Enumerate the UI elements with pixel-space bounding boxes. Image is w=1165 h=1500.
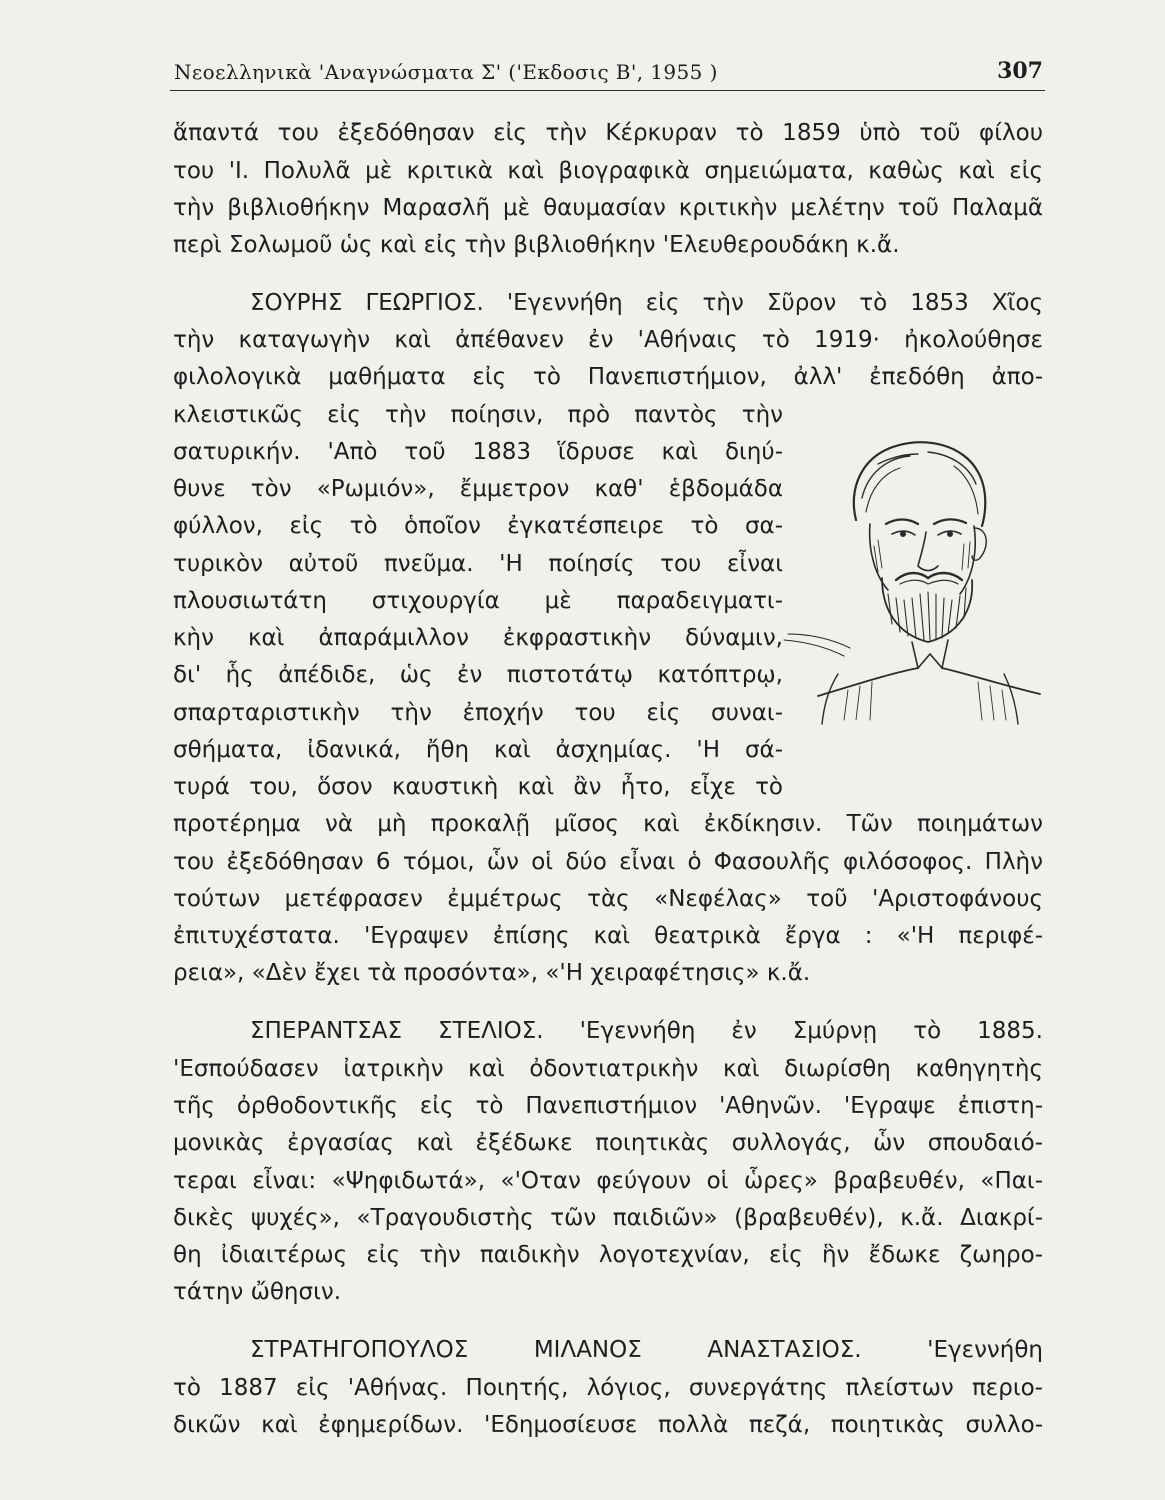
text-line: κλειστικῶς εἰς τὴν ποίησιν, πρὸ παντὸς τὴν xyxy=(173,402,783,428)
portrait-illustration xyxy=(778,428,1048,728)
entry-heading-line: ΣΟΥΡΗΣ ΓΕΩΡΓΙΟΣ. 'Εγεννήθη εἰς τὴν Σῦρον τὸ 1853 Χῖος xyxy=(250,290,1043,316)
text-line: τυρικὸν αὐτοῦ πνεῦμα. 'Η ποίησίς του εἶναι xyxy=(173,551,783,577)
text-line: τὸ 1887 εἰς 'Αθήνας. Ποιητής, λόγιος, συνεργάτης πλείστων περιο- xyxy=(173,1375,1043,1401)
text-line: ἐπιτυχέστατα. 'Εγραψεν ἐπίσης καὶ θεατρικὰ ἔργα : «'Η περιφέ- xyxy=(173,923,1043,949)
text-line: φύλλον, εἰς τὸ ὁποῖον ἐγκατέσπειρε τὸ σα- xyxy=(173,513,783,539)
text-line: μονικὰς ἐργασίας καὶ ἐξέδωκε ποιητικὰς συλλογάς, ὧν σπουδαιό- xyxy=(173,1130,1043,1156)
text-line: του 'Ι. Πολυλᾶ μὲ κριτικὰ καὶ βιογραφικὰ σημειώματα, καθὼς καὶ εἰς xyxy=(173,158,1043,184)
text-line: σατυρικήν. 'Απὸ τοῦ 1883 ἵδρυσε καὶ διηύ- xyxy=(173,439,783,465)
text-line: δικῶν καὶ ἐφημερίδων. 'Εδημοσίευσε πολλὰ πεζά, ποιητικὰς συλλο- xyxy=(173,1412,1043,1438)
text-line: τεραι εἶναι: «Ψηφιδωτά», «'Οταν φεύγουν οἱ ὧρες» βραβευθέν, «Παι- xyxy=(173,1168,1043,1194)
text-line: πλουσιωτάτη στιχουργία μὲ παραδειγματι- xyxy=(173,588,783,614)
text-line: περὶ Σολωμοῦ ὡς καὶ εἰς τὴν βιβλιοθήκην 'Ελευθερουδάκη κ.ἄ. xyxy=(173,232,900,258)
text-line: ρεια», «Δὲν ἔχει τὰ προσόντα», «'Η χειραφέτησις» κ.ἄ. xyxy=(173,960,811,986)
text-line: σθήματα, ἰδανικά, ἤθη καὶ ἀσχημίας. 'Η σά- xyxy=(173,737,783,763)
text-line: τυρά του, ὅσον καυστικὴ καὶ ἂν ἦτο, εἶχε τὸ xyxy=(173,774,783,800)
text-line: φιλολογικὰ μαθήματα εἰς τὸ Πανεπιστήμιον, ἀλλ' ἐπεδόθη ἀπο- xyxy=(173,364,1043,390)
text-line: κὴν καὶ ἀπαράμιλλον ἐκφραστικὴν δύναμιν, xyxy=(173,625,783,651)
running-header xyxy=(170,58,1045,91)
text-line: θυνε τὸν «Ρωμιόν», ἔμμετρον καθ' ἑβδομάδα xyxy=(173,476,783,502)
text-line: προτέρημα νὰ μὴ προκαλῇ μῖσος καὶ ἐκδίκησιν. Τῶν ποιημάτων xyxy=(173,811,1043,837)
text-line: τάτην ὤθησιν. xyxy=(173,1279,342,1305)
text-line: θη ἰδιαιτέρως εἰς τὴν παιδικὴν λογοτεχνίαν, εἰς ἣν ἔδωκε ζωηρο- xyxy=(173,1242,1043,1268)
text-line: ἅπαντά του ἐξεδόθησαν εἰς τὴν Κέρκυραν τὸ 1859 ὑπὸ τοῦ φίλου xyxy=(173,120,1043,146)
text-line: 'Εσπούδασεν ἰατρικὴν καὶ ὀδοντιατρικὴν καὶ διωρίσθη καθηγητὴς xyxy=(173,1056,1043,1082)
text-line: σπαρταριστικὴν τὴν ἐποχήν του εἰς συναι- xyxy=(173,700,783,726)
text-line: τὴν βιβλιοθήκην Μαρασλῆ μὲ θαυμασίαν κριτικὴν μελέτην τοῦ Παλαμᾶ xyxy=(173,195,1043,221)
text-line: τῆς ὀρθοδοντικῆς εἰς τὸ Πανεπιστήμιον 'Αθηνῶν. 'Εγραψε ἐπιστη- xyxy=(173,1093,1043,1119)
page-number: 307 xyxy=(997,58,1043,84)
entry-heading-line: ΣΤΡΑΤΗΓΟΠΟΥΛΟΣ ΜΙΛΑΝΟΣ ΑΝΑΣΤΑΣΙΟΣ. 'Εγεννήθη xyxy=(250,1337,1043,1363)
running-title: Νεοελληνικὰ 'Αναγνώσματα Σ' ('Εκδοσις Β', 1955 ) xyxy=(174,60,718,84)
text-line: δι' ἧς ἀπέδιδε, ὡς ἐν πιστοτάτῳ κατόπτρῳ, xyxy=(173,662,783,688)
text-line: του ἐξεδόθησαν 6 τόμοι, ὧν οἱ δύο εἶναι ὁ Φασουλῆς φιλόσοφος. Πλὴν xyxy=(173,849,1043,875)
text-line: τούτων μετέφρασεν ἐμμέτρως τὰς «Νεφέλας» τοῦ 'Αριστοφάνους xyxy=(173,886,1043,912)
text-line: δικὲς ψυχές», «Τραγουδιστὴς τῶν παιδιῶν» (βραβευθέν), κ.ἄ. Διακρί- xyxy=(173,1205,1043,1231)
entry-heading-line: ΣΠΕΡΑΝΤΣΑΣ ΣΤΕΛΙΟΣ. 'Εγεννήθη ἐν Σμύρνῃ τὸ 1885. xyxy=(250,1018,1043,1044)
text-line: τὴν καταγωγὴν καὶ ἀπέθανεν ἐν 'Αθήναις τὸ 1919· ἠκολούθησε xyxy=(173,327,1043,353)
